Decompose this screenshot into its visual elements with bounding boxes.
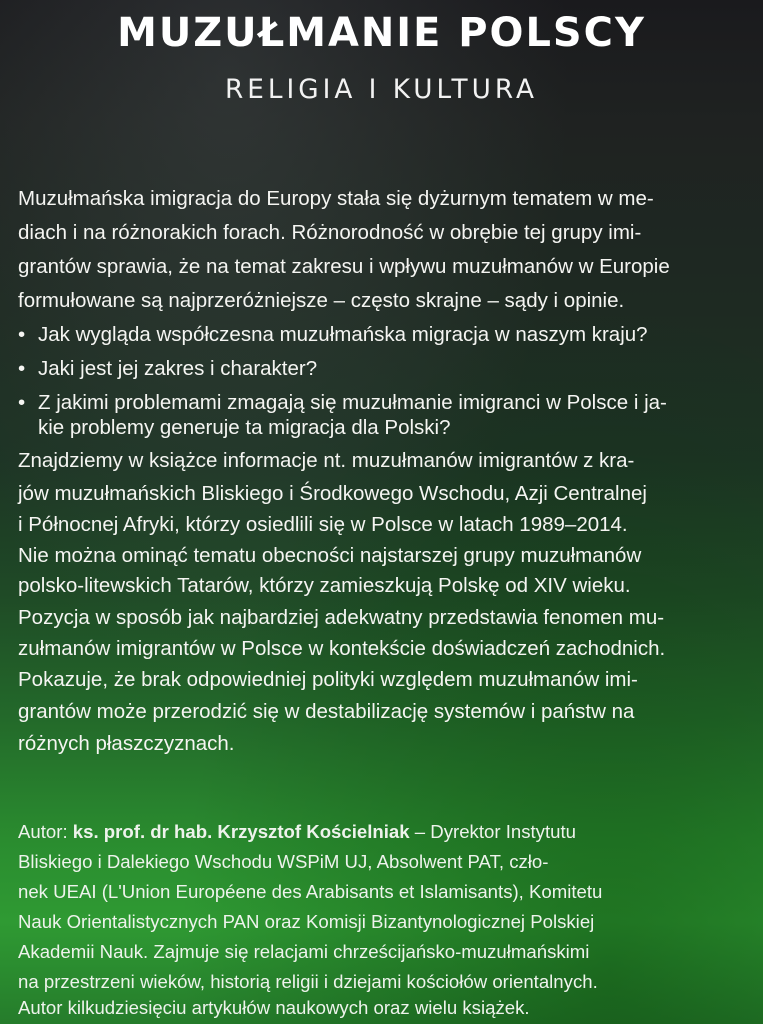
list-item: Jak wygląda współczesna muzułmańska migracja w naszym kraju? <box>38 323 648 346</box>
book-subtitle: RELIGIA I KULTURA <box>224 75 539 105</box>
text-line: Nie można ominąć tematu obecności najstarszej grupy muzułmanów <box>18 544 642 567</box>
text-line: grantów może przerodzić się w destabilizację systemów i państw na <box>18 700 635 723</box>
text-line: Muzułmańska imigracja do Europy stała się dyżurnym tematem w me- <box>18 187 654 210</box>
text-line: na przestrzeni wieków, historią religii i dziejami kościołów orientalnych. <box>18 971 598 992</box>
list-item: Z jakimi problemami zmagają się muzułmanie imigranci w Polsce i ja- <box>38 391 667 414</box>
text-line: Akademii Nauk. Zajmuje się relacjami chrześcijańsko-muzułmańskimi <box>18 941 590 962</box>
text-line: Znajdziemy w książce informacje nt. muzułmanów imigrantów z kra- <box>18 449 635 472</box>
text-line: grantów sprawia, że na temat zakresu i wpływu muzułmanów w Europie <box>18 255 670 278</box>
text-line: formułowane są najprzeróżniejsze – często skrajne – sądy i opinie. <box>18 289 625 312</box>
list-item-continuation: kie problemy generuje ta migracja dla Polski? <box>38 416 451 439</box>
author-name: ks. prof. dr hab. Krzysztof Kościelniak <box>72 821 410 842</box>
bullet-marker: • <box>18 323 26 346</box>
list-item: Jaki jest jej zakres i charakter? <box>38 357 318 380</box>
author-first-line <box>18 818 576 845</box>
bullet-marker: • <box>18 357 26 380</box>
text-line: Pokazuje, że brak odpowiedniej polityki względem muzułmanów imi- <box>18 668 638 691</box>
text-line: nek UEAI (L'Union Européene des Arabisants et Islamisants), Komitetu <box>18 881 603 902</box>
author-label: Autor: <box>18 821 73 842</box>
text-line: Nauk Orientalistycznych PAN oraz Komisji Bizantynologicznej Polskiej <box>18 911 595 932</box>
text-line: Pozycja w sposób jak najbardziej adekwatny przedstawia fenomen mu- <box>18 606 665 629</box>
text-line: Autor kilkudziesięciu artykułów naukowych oraz wielu książek. <box>18 997 530 1018</box>
text-line: i Północnej Afryki, którzy osiedlili się w Polsce w latach 1989–2014. <box>18 513 628 536</box>
text-line: Bliskiego i Dalekiego Wschodu WSPiM UJ, Absolwent PAT, czło- <box>18 851 549 872</box>
text-line: jów muzułmańskich Bliskiego i Środkowego Wschodu, Azji Centralnej <box>18 482 647 505</box>
text-line: zułmanów imigrantów w Polsce w kontekście doświadczeń zachodnich. <box>18 637 666 660</box>
text-line: polsko-litewskich Tatarów, którzy zamieszkują Polskę od XIV wieku. <box>18 574 631 597</box>
text-line: różnych płaszczyznach. <box>18 732 235 755</box>
bullet-marker: • <box>18 391 26 414</box>
author-role: – Dyrektor Instytutu <box>409 821 576 842</box>
text-line: diach i na różnorakich forach. Różnorodność w obrębie tej grupy imi- <box>18 221 642 244</box>
book-title: MUZUŁMANIE POLSCY <box>117 10 646 56</box>
